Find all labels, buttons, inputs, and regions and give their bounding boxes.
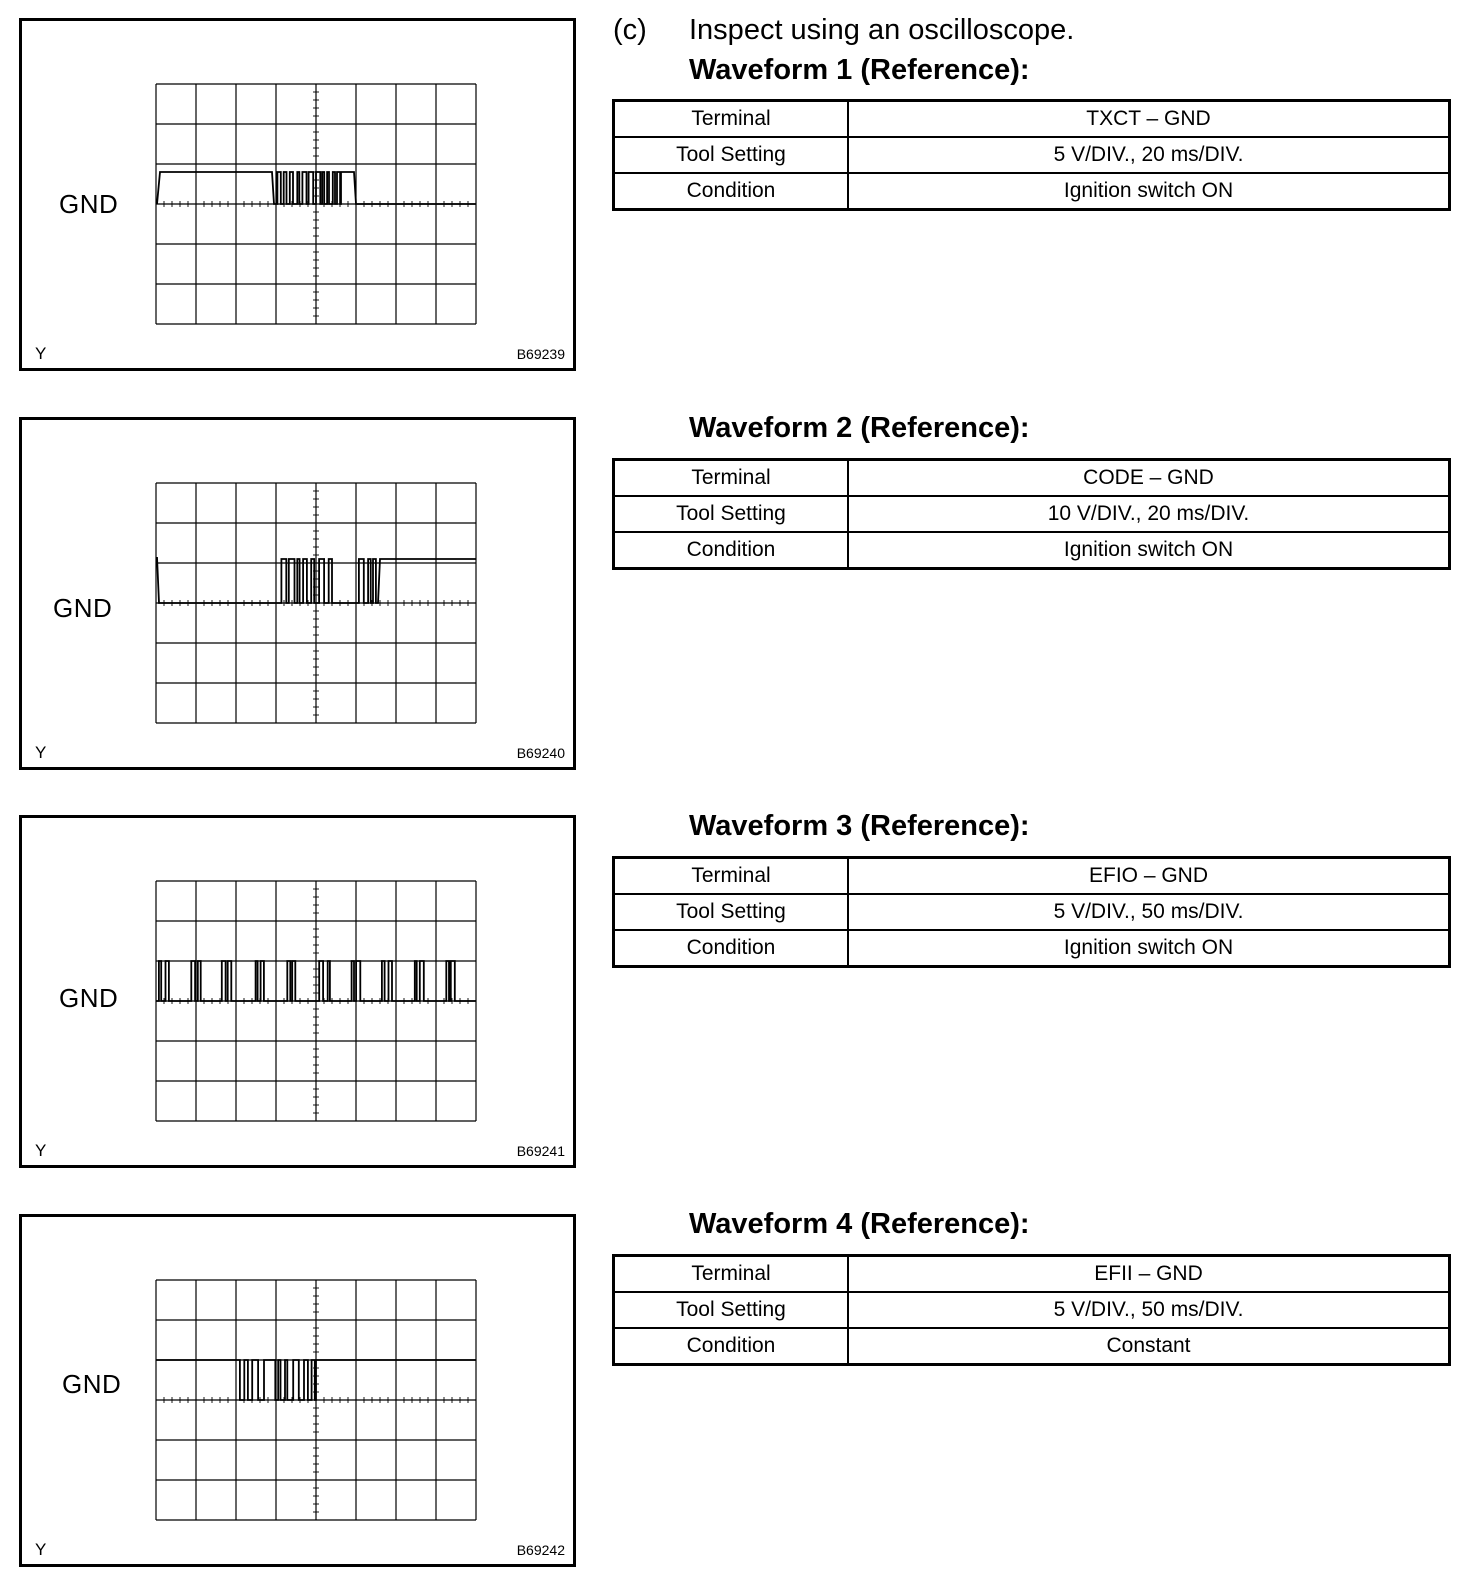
row-value: TXCT – GND — [848, 101, 1450, 138]
table-row — [614, 1292, 1450, 1328]
corner-mark: Y — [35, 1540, 47, 1559]
table-row — [614, 930, 1450, 967]
figure-id: B69239 — [516, 346, 565, 362]
waveform-heading-4: Waveform 4 (Reference): — [689, 1208, 1030, 1240]
spec-table-1 — [612, 99, 1451, 211]
waveform-trace — [156, 1360, 476, 1400]
row-value: 5 V/DIV., 50 ms/DIV. — [848, 894, 1450, 930]
table-row — [614, 460, 1450, 497]
row-value: EFII – GND — [848, 1256, 1450, 1293]
table-row — [614, 101, 1450, 138]
row-key: Tool Setting — [614, 137, 849, 173]
table-row — [614, 894, 1450, 930]
row-key: Tool Setting — [614, 1292, 849, 1328]
waveform-heading-1: Waveform 1 (Reference): — [689, 54, 1030, 86]
row-value: Ignition switch ON — [848, 532, 1450, 569]
row-value: 10 V/DIV., 20 ms/DIV. — [848, 496, 1450, 532]
waveform-heading-2: Waveform 2 (Reference): — [689, 412, 1030, 444]
row-value: Ignition switch ON — [848, 173, 1450, 210]
row-key: Condition — [614, 532, 849, 569]
table-row — [614, 532, 1450, 569]
spec-table-3 — [612, 856, 1451, 968]
table-row — [614, 173, 1450, 210]
row-key: Condition — [614, 930, 849, 967]
gnd-label: GND — [59, 189, 119, 219]
row-value: CODE – GND — [848, 460, 1450, 497]
table-row — [614, 858, 1450, 895]
row-key: Terminal — [614, 858, 849, 895]
spec-table-4 — [612, 1254, 1451, 1366]
row-value: 5 V/DIV., 20 ms/DIV. — [848, 137, 1450, 173]
figure-id: B69240 — [516, 745, 565, 761]
row-key: Terminal — [614, 1256, 849, 1293]
corner-mark: Y — [35, 344, 47, 363]
row-value: EFIO – GND — [848, 858, 1450, 895]
spec-table-2 — [612, 458, 1451, 570]
oscilloscope-figure-4 — [19, 1214, 576, 1567]
oscilloscope-figure-2 — [19, 417, 576, 770]
oscilloscope-figure-3 — [19, 815, 576, 1168]
table-row — [614, 1256, 1450, 1293]
row-key: Terminal — [614, 460, 849, 497]
row-value: Constant — [848, 1328, 1450, 1365]
gnd-label: GND — [62, 1369, 122, 1399]
row-key: Tool Setting — [614, 894, 849, 930]
gnd-label: GND — [53, 593, 113, 623]
waveform-trace — [157, 172, 476, 204]
row-key: Terminal — [614, 101, 849, 138]
step-label: (c) — [613, 14, 647, 46]
waveform-heading-3: Waveform 3 (Reference): — [689, 810, 1030, 842]
figure-id: B69241 — [516, 1143, 565, 1159]
corner-mark: Y — [35, 1141, 47, 1160]
table-row — [614, 1328, 1450, 1365]
step-instruction: Inspect using an oscilloscope. — [689, 14, 1075, 46]
gnd-label: GND — [59, 983, 119, 1013]
table-row — [614, 137, 1450, 173]
row-value: 5 V/DIV., 50 ms/DIV. — [848, 1292, 1450, 1328]
corner-mark: Y — [35, 743, 47, 762]
table-row — [614, 496, 1450, 532]
figure-id: B69242 — [516, 1542, 565, 1558]
row-key: Condition — [614, 173, 849, 210]
row-key: Tool Setting — [614, 496, 849, 532]
row-key: Condition — [614, 1328, 849, 1365]
oscilloscope-figure-1 — [19, 18, 576, 371]
row-value: Ignition switch ON — [848, 930, 1450, 967]
